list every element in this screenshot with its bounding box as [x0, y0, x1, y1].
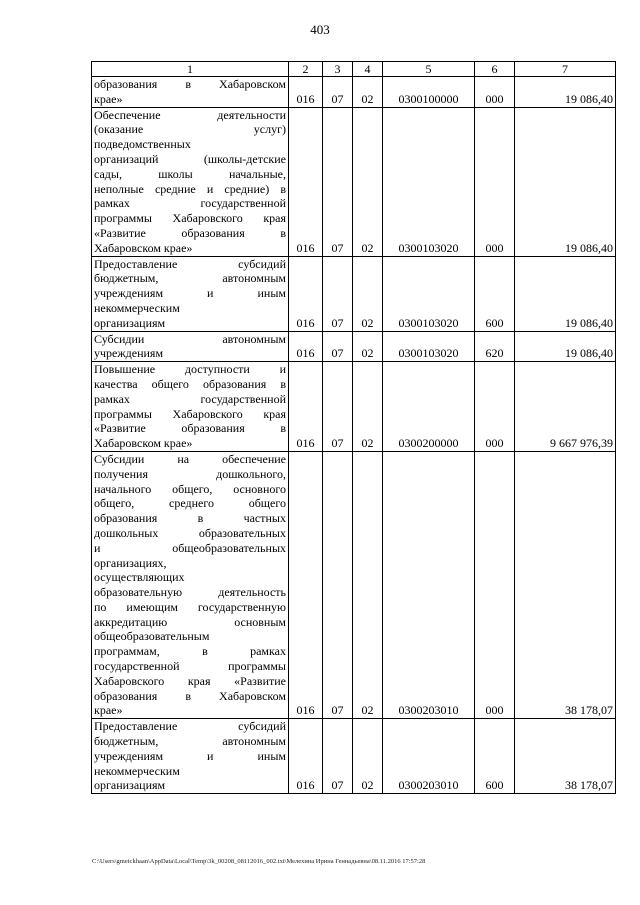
- expense-type-code: 600: [475, 719, 515, 794]
- amount: 19 086,40: [515, 256, 616, 331]
- description-line: начального общего, основного: [94, 481, 286, 496]
- section-code: 07: [323, 77, 353, 108]
- description-line: подведомственных: [94, 137, 191, 152]
- amount: 19 086,40: [515, 331, 616, 362]
- description-line: аккредитацию основным: [94, 614, 286, 629]
- subsection-code: 02: [353, 451, 383, 718]
- description-line: программам, в рамках: [94, 644, 286, 659]
- description-line: Хабаровском крае»: [94, 240, 193, 255]
- ministry-code: 016: [289, 77, 323, 108]
- budget-table: [91, 61, 616, 794]
- section-code: 07: [323, 107, 353, 256]
- subsection-code: 02: [353, 77, 383, 108]
- subsection-code: 02: [353, 362, 383, 452]
- description-line: крае»: [94, 91, 123, 106]
- row-description: [92, 719, 289, 794]
- target-article-code: 0300203010: [383, 451, 475, 718]
- description-line: Субсидии на обеспечение: [94, 451, 286, 466]
- description-line: «Развитие образования в: [94, 421, 286, 436]
- table-row: [92, 719, 616, 794]
- section-code: 07: [323, 256, 353, 331]
- description-line: организациях,: [94, 555, 167, 570]
- ministry-code: 016: [289, 107, 323, 256]
- target-article-code: 0300103020: [383, 107, 475, 256]
- ministry-code: 016: [289, 331, 323, 362]
- table-row: [92, 107, 616, 256]
- header-row: [92, 62, 616, 77]
- description-line: учреждениям: [94, 346, 164, 361]
- ministry-code: 016: [289, 451, 323, 718]
- expense-type-code: 600: [475, 256, 515, 331]
- description-line: образования в частных: [94, 511, 286, 526]
- expense-type-code: 000: [475, 77, 515, 108]
- expense-type-code: 000: [475, 451, 515, 718]
- amount: 19 086,40: [515, 77, 616, 108]
- section-code: 07: [323, 331, 353, 362]
- target-article-code: 0300200000: [383, 362, 475, 452]
- table-row: [92, 77, 616, 108]
- description-line: образования в Хабаровском: [94, 77, 286, 91]
- row-description: [92, 331, 289, 362]
- description-line: учреждениям и иным: [94, 748, 286, 763]
- amount: 38 178,07: [515, 719, 616, 794]
- section-code: 07: [323, 362, 353, 452]
- target-article-code: 0300103020: [383, 256, 475, 331]
- ministry-code: 016: [289, 362, 323, 452]
- description-line: крае»: [94, 703, 123, 718]
- row-description: [92, 256, 289, 331]
- description-line: Субсидии автономным: [94, 331, 286, 346]
- description-line: рамках государственной: [94, 391, 286, 406]
- amount: 38 178,07: [515, 451, 616, 718]
- section-code: 07: [323, 451, 353, 718]
- description-line: некоммерческим: [94, 300, 180, 315]
- header-cell: 2: [289, 62, 323, 77]
- description-line: организациям: [94, 315, 166, 330]
- description-line: и общеобразовательных: [94, 540, 286, 555]
- description-line: рамках государственной: [94, 196, 286, 211]
- description-line: сады, школы начальные,: [94, 166, 286, 181]
- description-line: организаций (школы-детские: [94, 151, 286, 166]
- ministry-code: 016: [289, 256, 323, 331]
- description-line: учреждениям и иным: [94, 286, 286, 301]
- header-cell: 3: [323, 62, 353, 77]
- description-line: Обеспечение деятельности: [94, 107, 286, 122]
- description-line: государственной программы: [94, 659, 286, 674]
- document-footer: C:\Users\gmeickhaan\AppData\Local\Temp\3k_00208_08112016_002.txt\Мелехина Ирина Геннадьевна\08.11.2016 17:57:28: [92, 858, 426, 865]
- description-line: программы Хабаровского края: [94, 406, 286, 421]
- ministry-code: 016: [289, 719, 323, 794]
- description-line: образовательную деятельность: [94, 585, 286, 600]
- description-line: по имеющим государственную: [94, 599, 286, 614]
- expense-type-code: 000: [475, 107, 515, 256]
- subsection-code: 02: [353, 719, 383, 794]
- row-description: [92, 77, 289, 108]
- header-cell: 4: [353, 62, 383, 77]
- description-line: бюджетным, автономным: [94, 734, 286, 749]
- table-row: [92, 451, 616, 718]
- expense-type-code: 000: [475, 362, 515, 452]
- amount: 19 086,40: [515, 107, 616, 256]
- table-row: [92, 256, 616, 331]
- header-cell: 1: [92, 62, 289, 77]
- page-number: 403: [310, 22, 330, 37]
- description-line: Предоставление субсидий: [94, 719, 286, 734]
- description-line: Хабаровского края «Развитие: [94, 673, 286, 688]
- description-line: бюджетным, автономным: [94, 271, 286, 286]
- description-line: программы Хабаровского края: [94, 211, 286, 226]
- row-description: [92, 107, 289, 256]
- row-description: [92, 362, 289, 452]
- description-line: дошкольных образовательных: [94, 525, 286, 540]
- description-line: образования в Хабаровском: [94, 688, 286, 703]
- description-line: Предоставление субсидий: [94, 256, 286, 271]
- description-line: осуществляющих: [94, 570, 185, 585]
- description-line: Хабаровском крае»: [94, 436, 193, 451]
- subsection-code: 02: [353, 107, 383, 256]
- expense-type-code: 620: [475, 331, 515, 362]
- description-line: некоммерческим: [94, 763, 180, 778]
- description-line: «Развитие образования в: [94, 225, 286, 240]
- amount: 9 667 976,39: [515, 362, 616, 452]
- table-row: [92, 331, 616, 362]
- target-article-code: 0300103020: [383, 331, 475, 362]
- subsection-code: 02: [353, 256, 383, 331]
- description-line: неполные средние и средние) в: [94, 181, 286, 196]
- header-cell: 7: [515, 62, 616, 77]
- description-line: получения дошкольного,: [94, 466, 286, 481]
- target-article-code: 0300203010: [383, 719, 475, 794]
- description-line: Повышение доступности и: [94, 362, 286, 377]
- target-article-code: 0300100000: [383, 77, 475, 108]
- subsection-code: 02: [353, 331, 383, 362]
- description-line: общеобразовательным: [94, 629, 210, 644]
- description-line: организациям: [94, 778, 166, 793]
- header-cell: 5: [383, 62, 475, 77]
- description-line: общего, среднего общего: [94, 496, 286, 511]
- description-line: (оказание услуг): [94, 122, 286, 137]
- header-cell: 6: [475, 62, 515, 77]
- description-line: качества общего образования в: [94, 376, 286, 391]
- table-row: [92, 362, 616, 452]
- row-description: [92, 451, 289, 718]
- section-code: 07: [323, 719, 353, 794]
